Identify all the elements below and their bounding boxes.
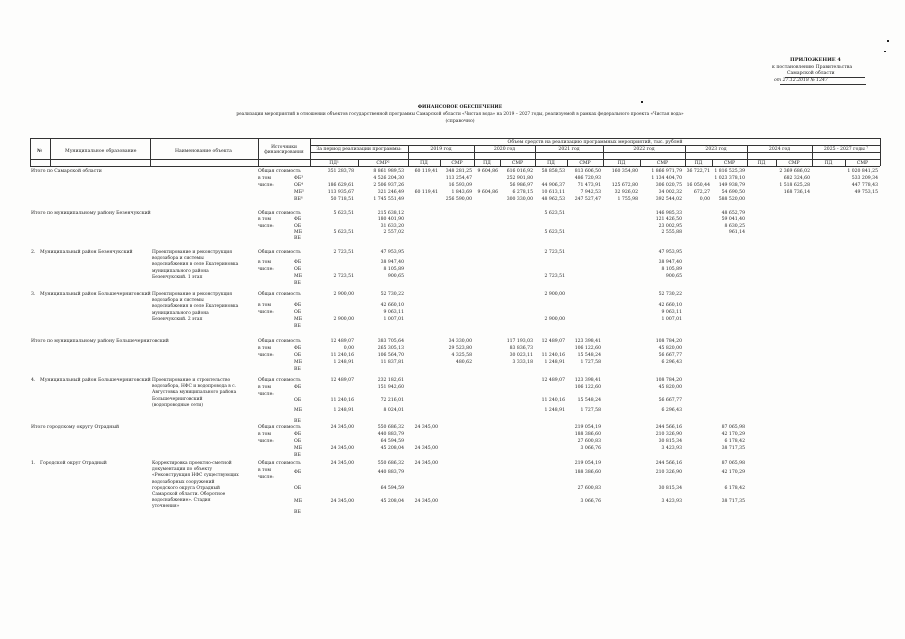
appendix-line3: от 27.12.2018 № 1247 — [774, 78, 828, 83]
table-cell: 16 593,09 — [448, 183, 472, 188]
src-incl2-1: числе: — [258, 475, 274, 480]
src-vb-2: ВБ — [294, 281, 301, 286]
v3-mbpd: 2 900,00 — [333, 317, 354, 322]
v1-smr23: 87 065,98 — [721, 461, 745, 466]
bch-r3-pd21: 1 248,91 — [544, 360, 565, 365]
table-cell: 146 985,33 — [655, 211, 682, 216]
table-cell: 351 283,78 — [327, 169, 354, 174]
source-total-bez: Общая стоимость — [258, 211, 301, 216]
table-cell: 210 326,90 — [655, 432, 682, 437]
table-cell: 24 345,00 — [330, 446, 354, 451]
bch-r3-smr21: 1 727,58 — [580, 360, 601, 365]
item-num-3: 3. — [31, 292, 36, 297]
table-cell: 1 745 551,49 — [373, 197, 404, 202]
v4-mb21pd: 1 248,91 — [544, 408, 565, 413]
v1-ob23: 6 178,42 — [724, 486, 745, 491]
src-fb-1: ФБ — [294, 470, 302, 475]
section-label-bch: Итого по муниципальному району Большечерниговский — [31, 339, 169, 344]
table-cell: 1 518 625,28 — [779, 183, 810, 188]
table-cell: 125 672,80 — [611, 183, 638, 188]
bch-r3-smr: 11 837,81 — [380, 360, 404, 365]
v4-fb: 151 942,60 — [377, 385, 404, 390]
v2-ob: 8 105,89 — [383, 267, 404, 272]
doc-note: (справочно) — [445, 119, 475, 124]
table-cell: 0,00 — [699, 197, 710, 202]
v3-mb21: 2 900,00 — [544, 317, 565, 322]
bch-r1-smr21: 106 122,60 — [574, 346, 601, 351]
src-ob-bch: ОБ — [294, 353, 302, 358]
src-fb-otr: ФБ — [294, 432, 302, 437]
item-obj-2: Проектирование и реконструкция водозабора и системы водоснабжения в селе Екатериновка муниципального района Безенчукский. 1 этап — [152, 250, 239, 280]
table-cell: 533 209,34 — [851, 176, 878, 181]
src-incl-3: в том — [258, 303, 271, 308]
table-cell: 3 066,76 — [580, 446, 601, 451]
table-cell: 5 623,51 — [544, 211, 565, 216]
bch-r0-pd21: 12 489,07 — [541, 339, 565, 344]
v4-mb22: 6 296,43 — [661, 408, 682, 413]
v2-smr: 47 953,95 — [380, 250, 404, 255]
table-cell: 54 690,50 — [721, 190, 745, 195]
doc-title: ФИНАНСОВОЕ ОБЕСПЕЧЕНИЕ — [417, 105, 503, 110]
src-vb-1: ВБ — [294, 510, 301, 515]
table-cell: 58 858,53 — [541, 169, 565, 174]
table-cell: 44 906,37 — [541, 183, 565, 188]
table-cell: 45 208,04 — [380, 446, 404, 451]
v3-mb22: 1 007,01 — [661, 317, 682, 322]
header-pd-total: ПД¹ — [329, 161, 339, 166]
table-cell: 2 557,02 — [383, 230, 404, 235]
table-cell: 56 986,97 — [509, 183, 533, 188]
v1-pd: 24 345,00 — [330, 461, 354, 466]
header-pd-2023: ПД — [694, 161, 703, 166]
item-mun-3: Муниципальный район Большечерниговский — [40, 292, 151, 297]
table-cell: 4 526 204,30 — [373, 176, 404, 181]
bch-r2-pd21: 11 240,16 — [541, 353, 565, 358]
v2-pd21: 2 723,51 — [544, 250, 565, 255]
bch-r0-smr: 383 705,64 — [377, 339, 404, 344]
table-cell: 1 020 841,25 — [847, 169, 878, 174]
table-cell: 3 423,93 — [661, 446, 682, 451]
item-obj-4: Проектирование и строительство водозабора, НФС и водопровода в с. Августовка муниципального района Большечерниговский (водопроводные сети) — [152, 378, 237, 408]
table-cell: 10 613,11 — [541, 190, 565, 195]
appendix-title: ПРИЛОЖЕНИЕ 4 — [790, 57, 841, 63]
table-cell: 5 623,51 — [333, 211, 354, 216]
item-num-2: 2. — [31, 250, 36, 255]
table-cell: 550 686,32 — [377, 425, 404, 430]
appendix-line1: к постановлению Правительства — [772, 65, 853, 70]
src-fb-3: ФБ — [294, 303, 302, 308]
table-cell: 616 016,92 — [506, 169, 533, 174]
v4-ob: 72 216,01 — [380, 398, 404, 403]
item-obj-3: Проектирование и реконструкция водозабора и системы водоснабжения в селе Екатериновка муниципального района Безенчукский. 2 этап — [152, 292, 239, 322]
v4-smr21: 123 398,41 — [574, 378, 601, 383]
src-ob-otr: ОБ — [294, 439, 302, 444]
item-num-1: 1. — [31, 461, 36, 466]
header-pd-2019: ПД — [420, 161, 428, 166]
table-cell: 71 473,91 — [577, 183, 601, 188]
src-incl2-3: числе: — [258, 310, 274, 315]
table-cell: 64 594,59 — [380, 439, 404, 444]
item-mun-4: Муниципальный район Большечерниговский — [40, 378, 151, 383]
table-cell: 9 604,86 — [477, 169, 498, 174]
table-cell: 168 736,14 — [783, 190, 810, 195]
src-mb-4: МБ — [294, 408, 303, 413]
table-cell: 2 369 686,02 — [779, 169, 810, 174]
v4-smr22: 108 784,20 — [655, 378, 682, 383]
table-cell: 682 324,60 — [783, 176, 810, 181]
v4-mb21: 1 727,58 — [580, 408, 601, 413]
src-incl-otr: в том — [258, 432, 271, 437]
v1-ob22: 30 815,34 — [658, 486, 682, 491]
table-cell: 23 002,95 — [658, 224, 682, 229]
appendix-line2: Самарской области — [787, 71, 835, 76]
v4-pd: 12 489,07 — [330, 378, 354, 383]
source-vb: ВБ⁶ — [294, 197, 303, 202]
header-year-2025: 2025 - 2027 годы ⁷ — [823, 147, 869, 152]
header-year-2021: 2021 год — [558, 147, 580, 152]
header-smr-2021: СМР — [579, 161, 591, 166]
src-incl2-bch: числе: — [258, 353, 274, 358]
source-vb-bez: ВБ — [294, 236, 301, 241]
header-year-2024: 2024 год — [768, 147, 791, 152]
table-cell: 24 345,00 — [330, 425, 354, 430]
v1-mb23: 38 717,35 — [721, 499, 745, 504]
bch-r1-smr19: 29 523,80 — [448, 346, 472, 351]
v1-fb: 440 883,79 — [377, 470, 404, 475]
bch-r3-pd: 1 248,91 — [333, 360, 354, 365]
bch-r1-smr: 265 305,13 — [377, 346, 404, 351]
table-cell: 813 606,50 — [574, 169, 601, 174]
table-cell: 1 843,69 — [451, 190, 472, 195]
v2-fb: 38 947,40 — [380, 260, 404, 265]
v1-mb21: 3 066,76 — [580, 499, 601, 504]
v3-pd21: 2 900,00 — [544, 292, 565, 297]
bch-r0-smr21: 123 398,41 — [574, 339, 601, 344]
table-cell: 24 345,00 — [414, 425, 438, 430]
bch-r2-smr21: 15 548,24 — [577, 353, 601, 358]
v1-mbpd: 24 345,00 — [330, 499, 354, 504]
src-incl2-4: числе: — [258, 392, 274, 397]
source-mb: МБ⁵ — [294, 190, 304, 195]
header-smr-2024: СМР — [788, 161, 800, 166]
header-object: Наименование объекта — [175, 149, 232, 154]
item-mun-1: Городской округ Отрадный — [40, 461, 107, 466]
bch-r2-pd: 11 240,16 — [330, 353, 354, 358]
src-mb-2: МБ — [294, 274, 303, 279]
scan-speck — [887, 40, 889, 42]
table-cell: 7 942,53 — [580, 190, 601, 195]
src-ob-1: ОБ — [294, 486, 302, 491]
header-year-2022: 2022 год — [633, 147, 655, 152]
table-cell: 36 722,71 — [686, 169, 710, 174]
header-pd-2021: ПД — [547, 161, 555, 166]
table-cell: 1 866 971,79 — [651, 169, 682, 174]
v2-fb22: 38 947,40 — [658, 260, 682, 265]
header-municipality: Муниципальное образование — [65, 149, 137, 154]
table-cell: 2 555,88 — [661, 230, 682, 235]
table-cell: 188 386,60 — [574, 432, 601, 437]
v1-smr21: 219 054,19 — [574, 461, 601, 466]
src-mb-bch: МБ — [294, 360, 303, 365]
src-incl2-otr: числе: — [258, 439, 274, 444]
table-cell: 9 604,86 — [477, 190, 498, 195]
appendix-underline — [785, 77, 865, 78]
table-cell: 8 861 989,53 — [373, 169, 404, 174]
table-cell: 392 544,02 — [655, 197, 682, 202]
header-total-period: За период реализации программы: — [316, 147, 402, 152]
v2-mb: 900,65 — [387, 274, 404, 279]
table-cell: 244 566,16 — [655, 425, 682, 430]
table-cell: 30 815,34 — [658, 439, 682, 444]
header-num: № — [37, 149, 42, 154]
table-cell: 1 023 378,10 — [714, 176, 745, 181]
appendix-underline-2 — [780, 84, 866, 85]
table-cell: 27 600,83 — [577, 439, 601, 444]
item-obj-1: Корректировка проектно-сметной документации по объекту «Реконструкция НФС существующих водозаборных сооружений городского округа Отрадный Самарской области. Оборотное водоснабжение». Стадия уточнения» — [152, 461, 239, 510]
bch-r0-smr20: 117 193,03 — [506, 339, 533, 344]
v4-mb: 8 024,01 — [383, 408, 404, 413]
table-cell: 300 330,00 — [506, 197, 533, 202]
src-total-bch: Общая стоимость — [258, 339, 301, 344]
table-cell: 149 938,79 — [718, 183, 745, 188]
v3-pd: 2 900,00 — [333, 292, 354, 297]
table-cell: 6 278,15 — [512, 190, 533, 195]
table-cell: 321 246,49 — [377, 190, 404, 195]
v3-ob: 9 063,11 — [383, 310, 404, 315]
table-cell: 672,27 — [693, 190, 710, 195]
source-incl: в том — [258, 176, 271, 181]
table-cell: 113 935,67 — [327, 190, 354, 195]
v2-mb21: 2 723,51 — [544, 274, 565, 279]
table-cell: 16 050,44 — [686, 183, 710, 188]
table-cell: 50 718,51 — [330, 197, 354, 202]
v4-pd21: 12 489,07 — [541, 378, 565, 383]
doc-subtitle: реализации мероприятий в отношении объектов государственной программы Самарской области «Чистая вода» на 2019 – 2027 годы, реализуемой в рамках федерального проекта «Чистая вода» — [236, 112, 684, 117]
table-cell: 961,14 — [728, 230, 745, 235]
table-cell: 2 506 937,26 — [373, 183, 404, 188]
header-smr-2022: СМР — [656, 161, 669, 166]
table-cell: 5 623,51 — [544, 230, 565, 235]
item-mun-2: Муниципальный район Безенчукский — [40, 250, 133, 255]
source-ob-bez: ОБ — [294, 224, 302, 229]
table-cell: 38 717,35 — [721, 446, 745, 451]
table-cell: 306 020,75 — [655, 183, 682, 188]
header-smr-total: СМР² — [376, 161, 390, 166]
source-ob: ОБ⁴ — [294, 183, 303, 188]
v1-mb22: 3 423,93 — [661, 499, 682, 504]
bch-r1-smr20: 83 836,73 — [509, 346, 533, 351]
src-fb-4: ФБ — [294, 385, 302, 390]
src-vb-otr: ВБ — [294, 453, 301, 458]
table-cell: 60 119,41 — [414, 190, 438, 195]
source-incl2: числе: — [258, 183, 274, 188]
source-fb: ФБ³ — [294, 176, 304, 181]
src-incl-1: в том — [258, 468, 271, 473]
src-vb-3: ВБ — [294, 324, 301, 329]
table-cell: 113 254,47 — [445, 176, 472, 181]
header-pd-2020: ПД — [483, 161, 491, 166]
table-cell: 34 002,32 — [658, 190, 682, 195]
v1-pd19: 24 345,00 — [414, 461, 438, 466]
v2-mb22: 900,65 — [665, 274, 682, 279]
src-vb-bch: ВБ — [294, 367, 301, 372]
header-smr-2025: СМР — [856, 161, 869, 166]
v3-smr22: 52 730,22 — [658, 292, 682, 297]
table-cell: 87 065,98 — [721, 425, 745, 430]
table-cell: 1 755,98 — [617, 197, 638, 202]
v4-ob21: 15 548,24 — [577, 398, 601, 403]
v4-smr: 232 182,61 — [377, 378, 404, 383]
bch-r0-smr22: 108 784,20 — [655, 339, 682, 344]
bch-r1-smr22: 45 820,00 — [658, 346, 682, 351]
header-year-2019: 2019 год — [430, 147, 452, 152]
header-pd-2024: ПД — [757, 161, 766, 166]
bch-r2-smr19: 4 325,58 — [451, 353, 472, 358]
v3-fb22: 42 660,10 — [658, 303, 682, 308]
src-mb-1: МБ — [294, 499, 303, 504]
v4-ob22: 56 667,77 — [658, 398, 682, 403]
table-cell: 447 778,43 — [851, 183, 878, 188]
table-cell: 59 041,40 — [721, 217, 745, 222]
v2-pd: 2 723,51 — [333, 250, 354, 255]
table-cell: 24 345,00 — [414, 446, 438, 451]
table-cell: 247 527,47 — [574, 197, 601, 202]
table-cell: 1 816 525,39 — [714, 169, 745, 174]
source-fb-bez: ФБ — [294, 217, 302, 222]
v1-smr22: 244 566,16 — [655, 461, 682, 466]
source-incl2-bez: числе: — [258, 224, 274, 229]
table-cell: 440 883,79 — [377, 432, 404, 437]
scan-speck — [884, 51, 886, 52]
src-mb-otr: МБ — [294, 446, 303, 451]
bch-r3-smr22: 6 296,43 — [661, 360, 682, 365]
table-cell: 48 652,79 — [721, 211, 745, 216]
v3-smr: 52 730,22 — [380, 292, 404, 297]
src-incl-2: в том — [258, 260, 271, 265]
table-cell: 1 134 404,70 — [651, 176, 682, 181]
v1-smr: 550 686,32 — [377, 461, 404, 466]
v2-smr22: 47 953,95 — [658, 250, 682, 255]
v2-mbpd: 2 723,51 — [333, 274, 354, 279]
header-smr-2023: СМР — [723, 161, 736, 166]
src-fb-bch: ФБ — [294, 346, 302, 351]
v3-ob22: 9 063,11 — [661, 310, 682, 315]
table-cell: 252 901,80 — [506, 176, 533, 181]
table-cell: 32 926,02 — [614, 190, 638, 195]
header-pd-2025: ПД — [824, 161, 833, 166]
src-fb-2: ФБ — [294, 260, 302, 265]
bch-r0-pd: 12 489,07 — [330, 339, 354, 344]
header-volume: Объем средств на реализацию программных мероприятий, тыс. рублей — [507, 140, 683, 145]
bch-r0-smr19: 34 330,00 — [448, 339, 472, 344]
table-cell: 8 630,25 — [724, 224, 745, 229]
bch-r3-smr20: 3 333,18 — [512, 360, 533, 365]
bch-r2-smr20: 30 023,11 — [509, 353, 533, 358]
v3-mb: 1 007,01 — [383, 317, 404, 322]
bch-r2-smr22: 56 667,77 — [658, 353, 682, 358]
table-cell: 42 170,29 — [721, 432, 745, 437]
src-total-3: Общая стоимость — [258, 292, 301, 297]
src-incl-bch: в том — [258, 346, 271, 351]
table-cell: 180 401,90 — [377, 217, 404, 222]
table-cell: 49 753,15 — [854, 190, 878, 195]
v4-mbpd: 1 248,91 — [333, 408, 354, 413]
src-incl-4: в том — [258, 385, 271, 390]
v1-mb19: 24 345,00 — [414, 499, 438, 504]
table-cell: 215 638,12 — [377, 211, 404, 216]
src-incl2-2: числе: — [258, 267, 274, 272]
v4-obpd: 11 240,16 — [330, 398, 354, 403]
table-cell: 588 520,00 — [718, 197, 745, 202]
v1-fb22: 210 326,90 — [655, 470, 682, 475]
bch-r1-pd: 0,00 — [343, 346, 354, 351]
src-total-2: Общая стоимость — [258, 250, 301, 255]
source-incl-bez: в том — [258, 217, 271, 222]
header-year-2020: 2020 год — [493, 147, 516, 152]
table-cell: 5 623,51 — [333, 230, 354, 235]
v4-fb21: 106 122,60 — [574, 385, 601, 390]
table-cell: 348 281,25 — [445, 169, 472, 174]
table-cell: 31 633,20 — [380, 224, 404, 229]
header-smr-2020: СМР — [511, 161, 524, 166]
v2-ob22: 8 105,89 — [661, 267, 682, 272]
item-num-4: 4. — [31, 378, 36, 383]
src-total-otr: Общая стоимость — [258, 425, 301, 430]
v4-fb22: 45 820,00 — [658, 385, 682, 390]
v1-fb21: 188 386,60 — [574, 470, 601, 475]
header-smr-2019: СМР — [451, 161, 463, 166]
src-ob-2: ОБ — [294, 267, 302, 272]
table-cell: 160 354,80 — [611, 169, 638, 174]
table-cell: 121 426,50 — [655, 217, 682, 222]
section-label-samara: Итого по Самарской области — [31, 169, 102, 174]
table-cell: 60 119,41 — [414, 169, 438, 174]
source-total: Общая стоимость — [258, 169, 301, 174]
src-total-4: Общая стоимость — [258, 378, 301, 383]
table-cell: 219 054,19 — [574, 425, 601, 430]
header-source: Источники финансирования — [264, 145, 304, 155]
v1-ob: 64 594,59 — [380, 486, 404, 491]
section-label-otr: Итого городскому округу Отрадный — [31, 425, 120, 430]
src-ob-4: ОБ — [294, 398, 302, 403]
v1-ob21: 27 600,83 — [577, 486, 601, 491]
v3-fb: 42 660,10 — [380, 303, 404, 308]
src-mb-3: МБ — [294, 317, 303, 322]
src-vb-4: ВБ — [294, 419, 301, 424]
bch-r3-smr19: 480,62 — [455, 360, 472, 365]
src-total-1: Общая стоимость — [258, 461, 301, 466]
source-mb-bez: МБ — [294, 230, 303, 235]
table-cell: 486 720,93 — [574, 176, 601, 181]
scan-speck — [641, 101, 643, 103]
table-cell: 186 629,61 — [327, 183, 354, 188]
table-cell: 256 590,00 — [445, 197, 472, 202]
bch-r2-smr: 106 564,70 — [377, 353, 404, 358]
header-year-2023: 2023 год — [705, 147, 727, 152]
src-ob-3: ОБ — [294, 310, 302, 315]
v1-mb: 45 208,04 — [380, 499, 404, 504]
header-pd-2022: ПД — [617, 161, 626, 166]
section-label-bez: Итого по муниципальному району Безенчукский — [31, 211, 151, 216]
v4-ob21pd: 11 240,16 — [541, 398, 565, 403]
v1-fb23: 42 170,29 — [721, 470, 745, 475]
table-cell: 48 962,53 — [541, 197, 565, 202]
table-cell: 6 178,42 — [724, 439, 745, 444]
